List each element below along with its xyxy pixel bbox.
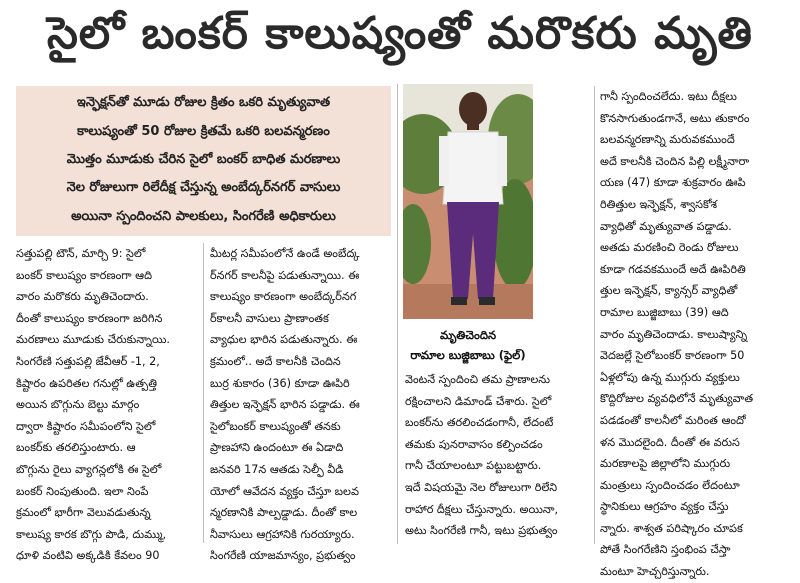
article-column-4 xyxy=(600,86,790,583)
text-line: మంటూ హెచ్చరిస్తున్నారు. xyxy=(600,565,710,579)
text-line: వారం మరొకరు మృతిచెందారు. xyxy=(16,290,149,304)
text-line: క్రమంలో.. అదే కాలనీకి చెందిన xyxy=(210,354,341,368)
text-line: కిష్టారం ఉపరితల గనుల్లో ఉత్పత్తి xyxy=(16,376,157,390)
caption-line: మృతిచెందిన xyxy=(439,328,497,342)
text-line: జనవరి 17న ఆతడు సెల్ఫీ వీడి xyxy=(210,462,344,476)
text-line: బుర్ర శుకారం (36) కూడా ఊపిరి xyxy=(210,376,350,390)
article-column-3 xyxy=(405,369,590,542)
text-line: ర్‌నగర్ కాలనీపై పడుతున్నాయి. ఈ xyxy=(210,268,360,282)
text-line: ర్‌కాలనీ వాసులు ప్రాణాంతక xyxy=(210,311,329,325)
text-line: కూడా గడవకముందే అదే ఊపిరితి xyxy=(600,262,746,276)
text-line: యోలో ఆవేదన వ్యక్తం చేస్తూ బలవ xyxy=(210,484,359,498)
text-line: సత్తుపల్లి టౌన్, మార్చి 9: సైలో xyxy=(16,247,146,260)
highlight-line: మొత్తం మూడుకు చేరిన సైలో బంకర్ బాధిత మరణాలు xyxy=(66,151,341,167)
text-line: వారం మృతిచెందాడు. కాలుష్యాన్ని xyxy=(600,327,748,341)
text-line: న్మరణానికి పాల్పడ్డాడు. దీంతో కాల xyxy=(210,506,358,520)
text-line: ప్రాణహాని ఉందంటూ ఈ ఏడాది xyxy=(210,441,344,455)
text-line: మరణాలపై జిల్లాలోని ముగ్గురు xyxy=(600,457,731,471)
headline: సైలో బంకర్ కాలుష్యంతో మరొకరు మృతి xyxy=(47,8,753,59)
text-line: ధూళి వంటివి అక్కడికి కేవలం 90 xyxy=(16,549,160,563)
text-line: మంత్రులు స్పందించడం లేదంటూ xyxy=(600,478,740,492)
text-line: రితిత్తుల ఇన్ఫెక్షన్, శ్వాసకోశ xyxy=(600,197,718,211)
text-line: ళన మొదలైంది. దీంతో ఈ వరుస xyxy=(600,435,740,449)
highlight-line: అయినా స్పందించని పాలకులు, సింగరేణి అధికారులు xyxy=(71,208,336,224)
text-line: వెదజల్లే సైలోబంకర్ కారణంగా 50 xyxy=(600,349,745,363)
text-line: కాలుష్యం కారణంగా అంబేద్కర్‌నగ xyxy=(210,290,357,304)
text-line: సింగరేణి సత్తుపల్లి జేవీఆర్ -1, 2, xyxy=(16,354,160,368)
article-column-2 xyxy=(210,243,390,567)
text-line: కొనసాగుతుండగానే, అటు తుకారం xyxy=(600,111,750,125)
text-line: అదే కాలనీకి చెందిన పిల్లి లక్ష్మీనారా xyxy=(600,154,750,168)
text-line: నీవాసులు ఆగ్రహానికి గురయ్యారు. xyxy=(210,527,355,541)
text-line: తిత్తుల ఇన్ఫెక్షన్ భారిన పడ్డాడు. ఈ xyxy=(210,398,360,412)
text-line: రక్షించాలని డిమాండ్ చేశారు. సైలో xyxy=(405,394,552,408)
column-divider xyxy=(594,86,595,544)
text-line: బలవన్మరణాన్ని మరువకముందే xyxy=(600,133,735,147)
highlight-line: ఇన్ఫెక్షన్‌తో మూడు రోజుల క్రితం ఒకరి మృత్యువాత xyxy=(76,95,331,111)
text-line: రామాల బుజ్జిబాబు (39) ఆది xyxy=(600,305,729,319)
text-line: స్థానికులు ఆగ్రహం వ్యక్తం చేస్తు xyxy=(600,500,729,514)
text-line: బంకర్ నింపుతుంది. ఇలా నింపే xyxy=(16,484,149,498)
text-line: బంకర్‌కు తరలిస్తుంటారు. ఆ xyxy=(16,441,136,455)
text-line: రాహార దీక్షలు చేస్తున్నారు. అయినా, xyxy=(405,502,559,516)
text-line: వెంటనే స్పందించి తమ ప్రాణాలను xyxy=(405,373,550,386)
text-line: ఇదే విషయమై నెల రోజులుగా రిలేని xyxy=(405,480,558,494)
person-photo xyxy=(403,84,533,319)
text-line: బంకర్ కాలుష్యం కారణంగా ఆది xyxy=(16,268,152,282)
text-line: తమకు పునరావాసం కల్పించడం xyxy=(405,437,543,451)
text-line: వ్యాధితో మృత్యువాత పడ్డాడు. xyxy=(600,219,732,233)
article-column-1 xyxy=(16,243,198,567)
text-line: న్నారు. శాశ్వత పరిష్కారం చూపక xyxy=(600,521,743,535)
text-line: కాలుష్య కారక బొగ్గు పొడి, దుమ్ము, xyxy=(16,527,167,541)
highlight-line: కాలుష్యంతో 50 రోజుల క్రితమే ఒకరి బలవన్మరణం xyxy=(77,123,330,139)
caption-line: రామాల బుజ్జిబాబు (ఫైల్) xyxy=(410,348,526,362)
text-line: ద్వారా కిష్టారం సమీపంలోని సైలో xyxy=(16,419,156,433)
text-line: యణ (47) కూడా శుక్రవారం ఊపి xyxy=(600,176,746,190)
text-line: బంకర్‌ను తరలించడంగానీ, లేదంటే xyxy=(405,416,554,430)
text-line: పోతే సింగరేణిని స్తంభింప చేస్తా xyxy=(600,543,731,557)
text-line: కొద్దిరోజుల వ్యవధిలోనే మృత్యువాత xyxy=(600,392,754,406)
text-line: గానీ చేయాలంటూ పట్టుబట్టారు. xyxy=(405,459,542,473)
highlight-line: నెల రోజులుగా రిలేదీక్ష చేస్తున్న అంబేద్కర్‌నగర్ వాసులు xyxy=(66,180,341,196)
column-divider xyxy=(203,243,204,543)
text-line: అటు సింగరేణి గానీ, ఇటు ప్రభుత్వం xyxy=(405,524,558,538)
text-line: క్రమంలో భారీగా వెలువడుతున్న xyxy=(16,506,151,520)
photo-caption xyxy=(403,325,533,365)
text-line: త్తుల ఇన్ఫెక్షన్, క్యాన్సర్ వ్యాధితో xyxy=(600,284,738,298)
text-line: అతడు మరణించి రెండు రోజులు xyxy=(600,241,739,255)
text-line: గానీ స్పందించలేదు. ఇటు దీక్షలు xyxy=(600,90,737,103)
text-line: అయిన బొగ్గును బెల్టు మార్గం xyxy=(16,398,140,412)
text-line: పడడంతో కాలనీలో మరింత ఆందో xyxy=(600,413,746,427)
highlights-box xyxy=(16,86,391,236)
text-line: వ్యాధుల భారిన పడుతున్నారు. ఈ xyxy=(210,333,358,347)
text-line: బొగ్గును రైలు వ్యాగన్లలోకి ఈ సైలో xyxy=(16,462,162,476)
text-line: ఏళ్లలోపు ఉన్న ముగ్గురు వ్యక్తులు xyxy=(600,370,740,384)
text-line: దీంతో కాలుష్యం కారణంగా జరిగిన xyxy=(16,311,163,325)
column-divider xyxy=(397,84,398,544)
text-line: మరణాలు మూడుకు చేరుకున్నాయి. xyxy=(16,333,170,347)
text-line: మీటర్ల సమీపంలోనే ఉండే అంబేద్క xyxy=(210,247,360,260)
text-line: సింగరేణి యాజమాన్యం, ప్రభుత్వం xyxy=(210,549,356,563)
text-line: సైలోబంకర్ కాలుష్యంతో తనకు xyxy=(210,419,341,433)
